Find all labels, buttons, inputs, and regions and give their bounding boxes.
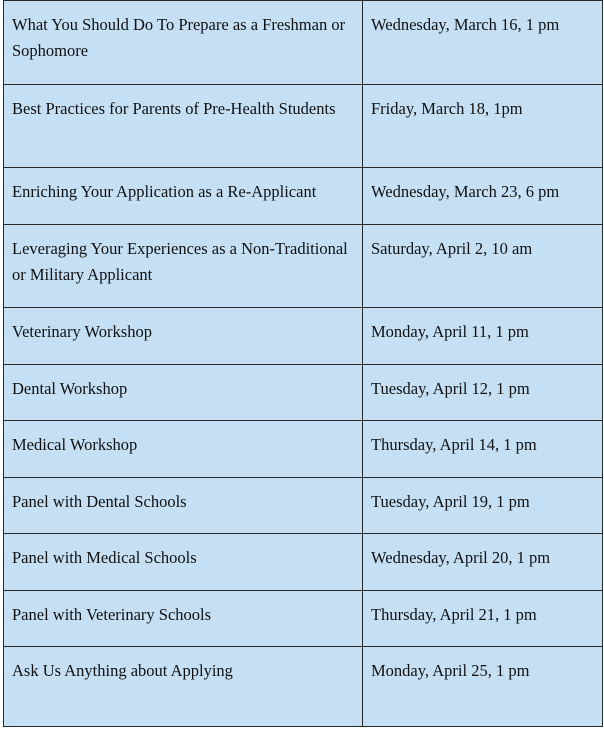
table-row <box>4 647 603 727</box>
event-date: Friday, March 18, 1pm <box>363 85 603 168</box>
event-title: Enriching Your Application as a Re-Applicant <box>4 168 363 225</box>
table-row <box>4 421 603 478</box>
event-date: Wednesday, March 23, 6 pm <box>363 168 603 225</box>
event-title: Medical Workshop <box>4 421 363 478</box>
event-date: Wednesday, March 16, 1 pm <box>363 1 603 85</box>
event-title: Best Practices for Parents of Pre-Health Students <box>4 85 363 168</box>
event-date: Monday, April 25, 1 pm <box>363 647 603 727</box>
table-row <box>4 591 603 647</box>
table-row <box>4 365 603 421</box>
table-row <box>4 478 603 534</box>
event-title: Dental Workshop <box>4 365 363 421</box>
event-date: Saturday, April 2, 10 am <box>363 225 603 308</box>
table-row <box>4 85 603 168</box>
event-date: Monday, April 11, 1 pm <box>363 308 603 365</box>
table-row <box>4 168 603 225</box>
event-date: Tuesday, April 12, 1 pm <box>363 365 603 421</box>
table-row <box>4 225 603 308</box>
event-title: Leveraging Your Experiences as a Non-Traditional or Military Applicant <box>4 225 363 308</box>
table-row <box>4 1 603 85</box>
event-title: Panel with Medical Schools <box>4 534 363 591</box>
event-schedule-table <box>3 0 603 727</box>
event-title: Ask Us Anything about Applying <box>4 647 363 727</box>
table-row <box>4 534 603 591</box>
event-title: Panel with Dental Schools <box>4 478 363 534</box>
event-date: Thursday, April 21, 1 pm <box>363 591 603 647</box>
event-title: Veterinary Workshop <box>4 308 363 365</box>
event-date: Wednesday, April 20, 1 pm <box>363 534 603 591</box>
event-title: Panel with Veterinary Schools <box>4 591 363 647</box>
event-date: Thursday, April 14, 1 pm <box>363 421 603 478</box>
event-date: Tuesday, April 19, 1 pm <box>363 478 603 534</box>
event-title: What You Should Do To Prepare as a Freshman or Sophomore <box>4 1 363 85</box>
table-row <box>4 308 603 365</box>
